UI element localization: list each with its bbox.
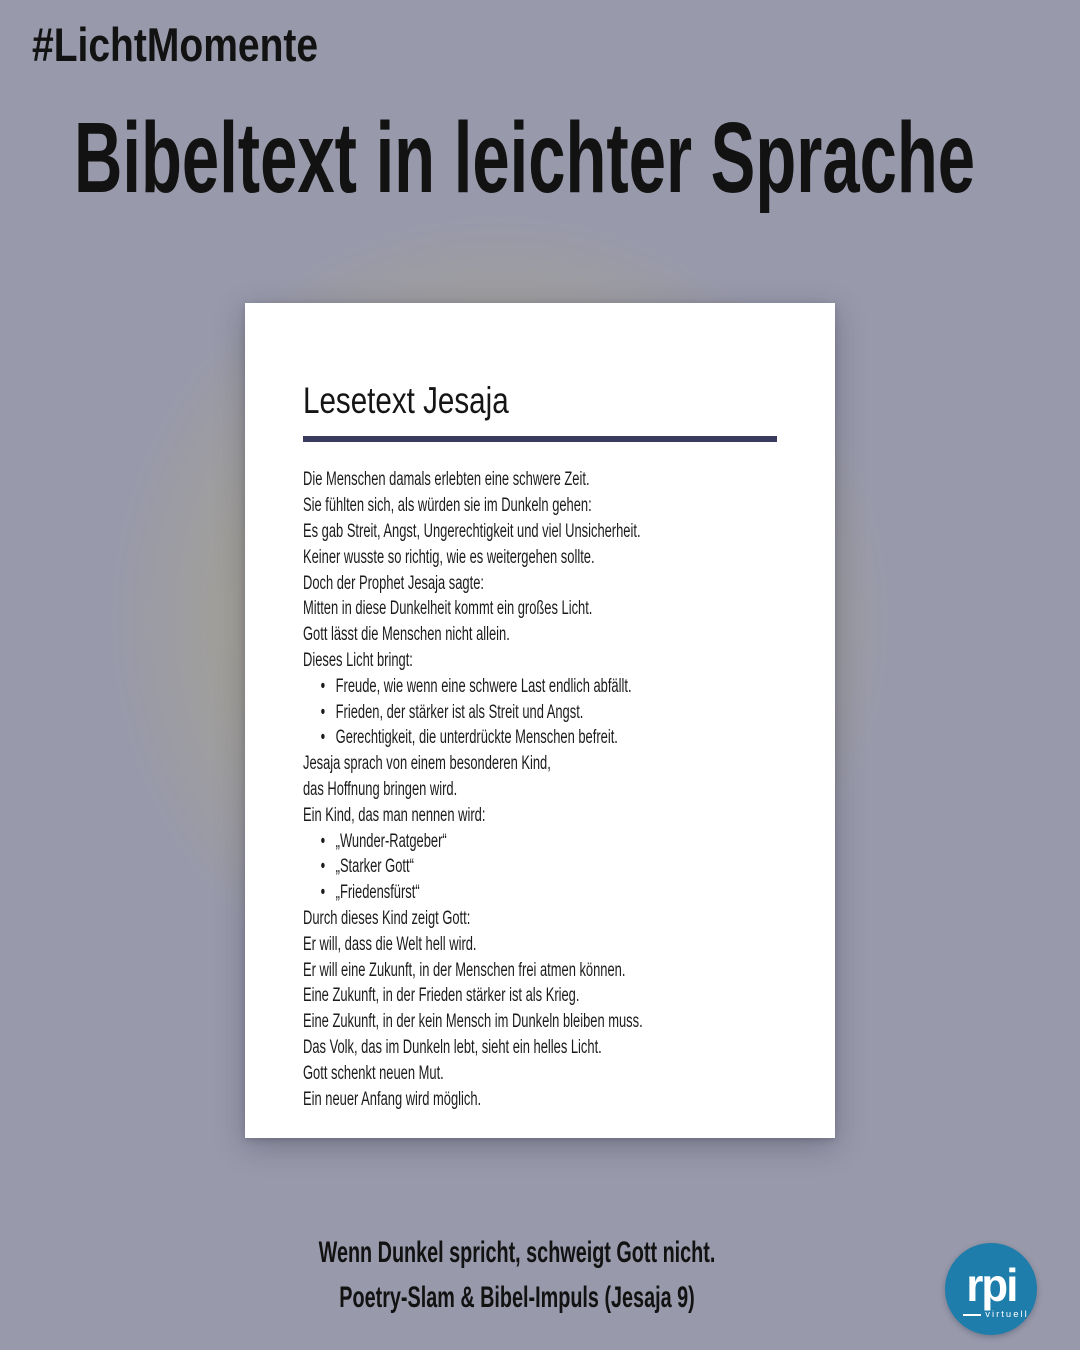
poem-line: Doch der Prophet Jesaja sagte:	[303, 572, 484, 594]
footer-tagline: Wenn Dunkel spricht, schweigt Gott nicht.	[318, 1236, 716, 1269]
poem-line: Eine Zukunft, in der kein Mensch im Dunkeln bleiben muss.	[303, 1011, 643, 1033]
card-heading: Lesetext Jesaja	[303, 380, 509, 421]
footer	[293, 1230, 742, 1320]
poem-line: Ein Kind, das man nennen wird:	[303, 804, 486, 826]
page-title: Bibeltext in leichter Sprache	[74, 102, 976, 214]
poem-line: Durch dieses Kind zeigt Gott:	[303, 907, 471, 929]
poem-line: Gott lässt die Menschen nicht allein.	[303, 624, 510, 646]
footer-subtitle: Poetry-Slam & Bibel-Impuls (Jesaja 9)	[339, 1281, 695, 1314]
poem-line: Gott schenkt neuen Mut.	[303, 1062, 444, 1084]
poem-line: Das Volk, das im Dunkeln lebt, sieht ein helles Licht.	[303, 1036, 602, 1058]
poem-line: • Frieden, der stärker ist als Streit und Angst.	[303, 700, 775, 726]
poem-line: Er will, dass die Welt hell wird.	[303, 933, 477, 955]
rpi-logo-bar-icon	[963, 1314, 981, 1317]
hashtag-label: #LichtMomente	[32, 18, 319, 71]
rpi-logo-subrow	[963, 1310, 1028, 1320]
poem-line: Eine Zukunft, in der Frieden stärker ist als Krieg.	[303, 985, 580, 1007]
rpi-logo-text: rpi	[965, 1259, 1017, 1312]
heading-rule	[303, 436, 777, 442]
poem-line: Die Menschen damals erlebten eine schwere Zeit.	[303, 469, 590, 491]
poem-line: Mitten in diese Dunkelheit kommt ein großes Licht.	[303, 598, 593, 620]
poem-line: • „Wunder-Ratgeber“	[303, 829, 775, 855]
poem-line: Er will eine Zukunft, in der Menschen frei atmen können.	[303, 959, 626, 981]
poem-line: Keiner wusste so richtig, wie es weitergehen sollte.	[303, 546, 595, 568]
poem-line: Sie fühlten sich, als würden sie im Dunkeln gehen:	[303, 495, 592, 517]
poem-line: Dieses Licht bringt:	[303, 649, 413, 671]
poem-line: • „Starker Gott“	[303, 854, 775, 880]
poem	[303, 467, 775, 1112]
rpi-logo	[945, 1243, 1037, 1335]
poem-line: das Hoffnung bringen wird.	[303, 778, 458, 800]
poem-line: Es gab Streit, Angst, Ungerechtigkeit und viel Unsicherheit.	[303, 520, 641, 542]
rpi-logo-subtext: virtuell	[985, 1309, 1029, 1321]
poem-line: Ein neuer Anfang wird möglich.	[303, 1088, 482, 1110]
poem-line: • Gerechtigkeit, die unterdrückte Menschen befreit.	[303, 725, 775, 751]
poem-line: Jesaja sprach von einem besonderen Kind,	[303, 753, 551, 775]
reading-card	[245, 303, 835, 1138]
poem-line: • „Friedensfürst“	[303, 880, 775, 906]
poem-line: • Freude, wie wenn eine schwere Last endlich abfällt.	[303, 674, 775, 700]
